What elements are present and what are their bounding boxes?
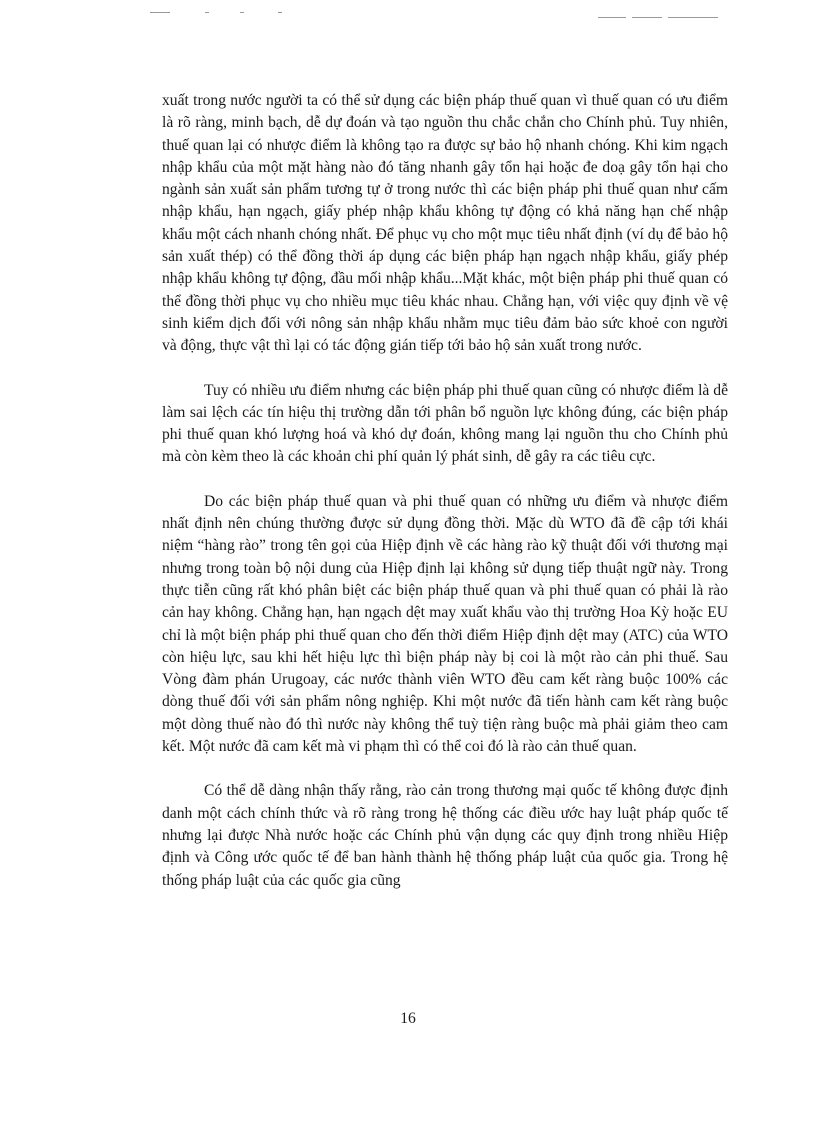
page-number: 16 [400,1010,416,1027]
scan-artifact-top-right [632,17,662,18]
scan-artifact-top-left [240,12,244,13]
paragraph: xuất trong nước người ta có thể sử dụng các biện pháp thuế quan vì thuế quan có ưu điểm là rõ ràng, minh bạch, dễ dự đoán và tạo nguồn thu chắc chắn cho Chính phủ. Tuy nhiên, thuế quan lại có nhược điểm là không tạo ra được sự bảo hộ nhanh chóng. Khi kim ngạch nhập khẩu của một mặt hàng nào đó tăng nhanh gây tổn hại hoặc đe doạ gây tổn hại cho ngành sản xuất sản phẩm tương tự ở trong nước thì các biện pháp phi thuế quan như cấm nhập khẩu, hạn ngạch, giấy phép nhập khẩu không tự động có khả năng hạn chế nhập khẩu một cách nhanh chóng nhất. Để phục vụ cho một mục tiêu nhất định (ví dụ để bảo hộ sản xuất thép) có thể đồng thời áp dụng các biện pháp hạn ngạch nhập khẩu, giấy phép nhập khẩu không tự động, đầu mối nhập khẩu...Mặt khác, một biện pháp phi thuế quan có thể đồng thời phục vụ cho nhiều mục tiêu khác nhau. Chẳng hạn, với việc quy định về vệ sinh kiểm dịch đối với nông sản nhập khẩu nhằm mục tiêu đảm bảo sức khoẻ con người và động, thực vật thì lại có tác động gián tiếp tới bảo hộ sản xuất trong nước. [162,92,728,355]
paragraph: Do các biện pháp thuế quan và phi thuế quan có những ưu điểm và nhược điểm nhất định nên chúng thường được sử dụng đồng thời. Mặc dù WTO đã đề cập tới khái niệm “hàng rào” trong tên gọi của Hiệp định về các hàng rào kỹ thuật đối với thương mại nhưng trong toàn bộ nội dung của Hiệp định lại không sử dụng tiếp thuật ngữ này. Trong thực tiễn cũng rất khó phân biệt các biện pháp thuế quan và phi thuế quan có phải là rào cản hay không. Chẳng hạn, hạn ngạch dệt may xuất khẩu vào thị trường Hoa Kỳ hoặc EU chỉ là một biện pháp phi thuế quan cho đến thời điểm Hiệp định dệt may (ATC) của WTO còn hiệu lực, sau khi hết hiệu lực thì biện pháp này bị coi là một rào cản phi thuế. Sau Vòng đàm phán Urugoay, các nước thành viên WTO đều cam kết ràng buộc 100% các dòng thuế đối với sản phẩm nông nghiệp. Khi một nước đã tiến hành cam kết ràng buộc một dòng thuế nào đó thì nước này không thể tuỳ tiện ràng buộc mà phải giảm theo cam kết. Một nước đã cam kết mà vi phạm thì có thể coi đó là rào cản thuế quan. [162,492,728,756]
body-text [162,90,728,892]
scan-artifact-top-left [278,12,282,13]
paragraph: Có thể dễ dàng nhận thấy rằng, rào cản trong thương mại quốc tế không được định danh một cách chính thức và rõ ràng trong hệ thống các điều ước hay luật pháp quốc tế nhưng lại được Nhà nước hoặc các Chính phủ vận dụng các quy định trong nhiều Hiệp định và Công ước quốc tế để ban hành thành hệ thống pháp luật của quốc gia. Trong hệ thống pháp luật của các quốc gia cũng [162,782,728,889]
scan-artifact-top-left [150,12,170,13]
scan-artifact-top-right [668,17,718,18]
scan-artifact-top-left [205,12,209,13]
paragraph: Tuy có nhiều ưu điểm nhưng các biện pháp phi thuế quan cũng có nhược điểm là dễ làm sai lệch các tín hiệu thị trường dẫn tới phân bổ nguồn lực không đúng, các biện pháp phi thuế quan khó lượng hoá và khó dự đoán, không mang lại nguồn thu cho Chính phủ mà còn kèm theo là các khoản chi phí quản lý phát sinh, dễ gây ra các tiêu cực. [162,381,728,466]
scan-artifact-top-right [598,17,626,18]
